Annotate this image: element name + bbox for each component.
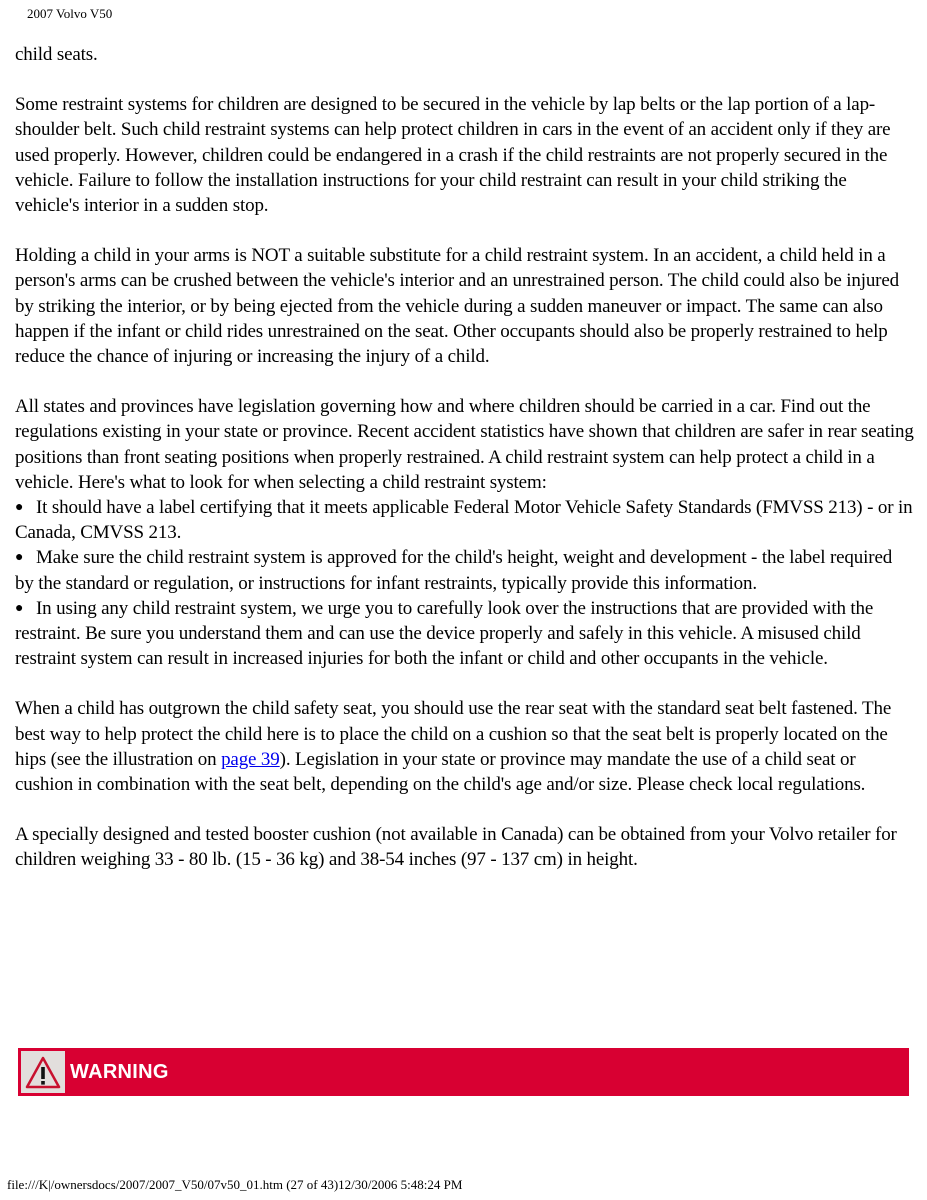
outgrown-text-start: When a child has outgrown the child safety seat, you should use the rear seat with the standard seat belt fastened. The best way to help protect the child here is to place the child on a cushion so that the seat belt is properly located on the hips (see the illustration on <box>15 698 892 770</box>
warning-label: WARNING <box>70 1060 169 1083</box>
list-item-text: In using any child restraint system, we urge you to carefully look over the instructions that are provided with the restraint. Be sure you understand them and can use the device properly and safely in this vehicle. A misused child restraint system can result in increased injuries for both the infant or child and other occupants in the vehicle. <box>15 597 874 670</box>
list-item-text: It should have a label certifying that it meets applicable Federal Motor Vehicle Safety Standards (FMVSS 213) - or in Canada, CMVSS 213. <box>15 497 913 544</box>
bullet-icon: ● <box>15 550 24 566</box>
page-39-link[interactable]: page 39 <box>221 748 280 770</box>
paragraph-lap-belts: Some restraint systems for children are designed to be secured in the vehicle by lap belts or the lap portion of a lap-shoulder belt. Such child restraint systems can help protect children in cars in the event of an accident only if they are used properly. However, children could be endangered in a crash if the child restraints are not properly secured in the vehicle. Failure to follow the installation instructions for your child restraint can result in your child striking the vehicle's interior in a sudden stop. <box>15 94 891 217</box>
list-item <box>15 596 915 672</box>
bullet-icon: ● <box>15 500 24 516</box>
legislation-text: All states and provinces have legislation governing how and where children should be carried in a car. Find out the regulations existing in your state or province. Recent accident statistics have shown that children are safer in rear seating positions than front seating positions when properly restrained. A child restraint system can help protect a child in a vehicle. Here's what to look for when selecting a child restraint system: <box>15 396 914 493</box>
list-item <box>15 545 915 595</box>
paragraph-outgrown-seat <box>15 696 915 797</box>
page-footer: file:///K|/ownersdocs/2007/2007_V50/07v50_01.htm (27 of 43)12/30/2006 5:48:24 PM <box>7 1177 463 1192</box>
warning-triangle-icon <box>21 1051 65 1093</box>
paragraph-legislation <box>15 394 915 671</box>
warning-banner <box>18 1048 909 1096</box>
document-body <box>15 42 915 898</box>
bullet-icon: ● <box>15 600 24 616</box>
outgrown-text-end: ). Legislation in your state or province may mandate the use of a child seat or cushion in combination with the seat belt, depending on the child's age and/or size. Please check local regulations. <box>15 748 866 796</box>
paragraph-holding-child: Holding a child in your arms is NOT a suitable substitute for a child restraint system. In an accident, a child held in a person's arms can be crushed between the vehicle's interior and an unrestrained person. The child could also be injured by striking the interior, or by being ejected from the vehicle during a sudden maneuver or impact. The same can also happen if the infant or child rides unrestrained on the seat. Other occupants should also be properly restrained to help reduce the chance of injuring or increasing the injury of a child. <box>15 245 899 368</box>
list-item <box>15 495 915 545</box>
intro-text: child seats. <box>15 44 98 65</box>
page-header: 2007 Volvo V50 <box>27 6 113 21</box>
list-item-text: Make sure the child restraint system is approved for the child's height, weight and development - the label required by the standard or regulation, or instructions for infant restraints, typically provide this information. <box>15 547 893 594</box>
paragraph-booster-cushion: A specially designed and tested booster cushion (not available in Canada) can be obtained from your Volvo retailer for children weighing 33 - 80 lb. (15 - 36 kg) and 38-54 inches (97 - 137 cm) in height. <box>15 824 897 871</box>
